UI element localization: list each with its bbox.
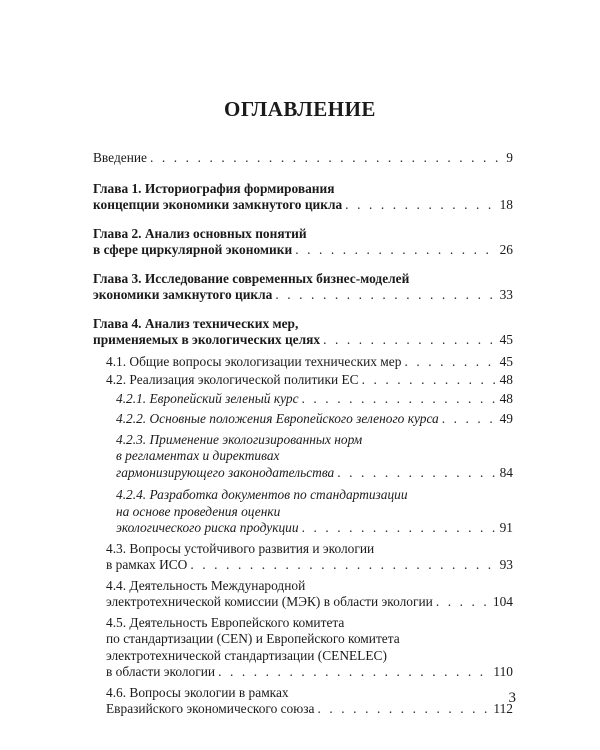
toc-page-number: 9 xyxy=(506,150,513,165)
toc-entry-title: 4.2.2. Основные положения Европейского зеленого курса xyxy=(116,411,439,426)
leader-dots xyxy=(345,197,496,214)
toc-entry-title: Глава 2. Анализ основных понятий xyxy=(93,225,307,241)
toc-entry-title: в сфере циркулярной экономики xyxy=(93,242,293,257)
toc-entry-title: Глава 3. Исследование современных бизнес-моделей xyxy=(93,270,410,286)
toc-entry-title: в рамках ИСО xyxy=(106,557,188,572)
leader-dots xyxy=(337,465,496,482)
toc-entry-section-4-4[interactable] xyxy=(106,578,513,611)
toc-entry-title: 4.6. Вопросы экологии в рамках xyxy=(106,684,289,700)
toc-page-number: 26 xyxy=(499,242,513,257)
toc-entry-title: 4.2.4. Разработка документов по стандартизации xyxy=(116,487,408,502)
toc-entry-chapter-1[interactable] xyxy=(93,181,513,214)
leader-dots xyxy=(323,332,497,349)
leader-dots xyxy=(190,557,496,574)
leader-dots xyxy=(318,701,491,718)
toc-entry-section-4-2-1[interactable] xyxy=(116,391,513,408)
toc-page-number: 45 xyxy=(499,353,513,369)
toc-entry-title: 4.2.3. Применение экологизированных норм xyxy=(116,431,363,447)
toc-entry-title: 4.4. Деятельность Международной xyxy=(106,577,306,593)
page-number: 3 xyxy=(508,690,516,706)
leader-dots xyxy=(275,287,496,304)
toc-page-number: 112 xyxy=(493,701,513,716)
toc-page-number: 93 xyxy=(499,557,513,572)
table-of-contents xyxy=(93,150,513,718)
leader-dots xyxy=(436,594,490,611)
leader-dots xyxy=(150,150,503,167)
toc-entry-section-4-2-3[interactable] xyxy=(116,432,513,482)
toc-entry-section-4-2[interactable] xyxy=(106,372,513,389)
leader-dots xyxy=(302,391,497,408)
leader-dots xyxy=(362,372,497,389)
toc-page-number: 104 xyxy=(492,594,513,609)
toc-entry-title: Глава 4. Анализ технических мер, xyxy=(93,315,299,331)
leader-dots xyxy=(404,354,496,371)
toc-entry-chapter-4[interactable] xyxy=(93,316,513,349)
toc-entry-title: 4.2. Реализация экологической политики ЕС xyxy=(106,372,359,387)
toc-entry-title: 4.5. Деятельность Европейского комитета xyxy=(106,614,345,630)
toc-entry-title: электротехнической комиссии (МЭК) в области экологии xyxy=(106,594,433,609)
toc-page-number: 84 xyxy=(499,464,513,480)
leader-dots xyxy=(218,664,490,681)
toc-entry-title: 4.1. Общие вопросы экологизации технических мер xyxy=(106,353,402,369)
toc-entry-title: применяемых в экологических целях xyxy=(93,332,321,347)
toc-entry-section-4-5[interactable] xyxy=(106,615,513,681)
toc-entry-title: в регламентах и директивах xyxy=(116,448,280,463)
toc-page-number: 48 xyxy=(499,390,513,406)
toc-entry-title: Евразийского экономического союза xyxy=(106,701,315,716)
toc-entry-title: концепции экономики замкнутого цикла xyxy=(93,197,343,212)
toc-entry-title: гармонизирующего законодательства xyxy=(116,464,335,480)
toc-entry-title: 4.2.1. Европейский зеленый курс xyxy=(116,390,299,406)
toc-page-number: 45 xyxy=(499,332,513,347)
toc-entry-section-4-3[interactable] xyxy=(106,541,513,574)
leader-dots xyxy=(442,411,497,428)
toc-entry-title: по стандартизации (CEN) и Европейского комитета xyxy=(106,631,400,646)
toc-entry-title: Глава 1. Историография формирования xyxy=(93,180,335,196)
page-title: ОГЛАВЛЕНИЕ xyxy=(224,97,376,121)
toc-entry-introduction[interactable] xyxy=(93,150,513,167)
toc-entry-section-4-6[interactable] xyxy=(106,685,513,718)
toc-entry-title: экологического риска продукции xyxy=(116,520,299,535)
toc-page-number: 18 xyxy=(499,197,513,212)
leader-dots xyxy=(295,242,496,259)
leader-dots xyxy=(302,520,497,537)
toc-page-number: 33 xyxy=(499,287,513,302)
toc-entry-title: 4.3. Вопросы устойчивого развития и экологии xyxy=(106,540,375,556)
toc-entry-section-4-1[interactable] xyxy=(106,354,513,371)
toc-page-number: 110 xyxy=(493,664,513,679)
toc-entry-title: на основе проведения оценки xyxy=(116,503,281,519)
toc-page-number: 48 xyxy=(499,372,513,387)
toc-entry-chapter-3[interactable] xyxy=(93,271,513,304)
toc-entry-title: экономики замкнутого цикла xyxy=(93,287,273,302)
toc-entry-section-4-2-2[interactable] xyxy=(116,411,513,428)
toc-page-number: 49 xyxy=(499,411,513,426)
toc-page-number: 91 xyxy=(499,520,513,535)
toc-entry-chapter-2[interactable] xyxy=(93,226,513,259)
toc-entry-title: Введение xyxy=(93,150,147,165)
toc-entry-title: в области экологии xyxy=(106,664,216,679)
toc-entry-section-4-2-4[interactable] xyxy=(116,487,513,537)
toc-entry-title: электротехнической стандартизации (CENELEC) xyxy=(106,647,387,663)
